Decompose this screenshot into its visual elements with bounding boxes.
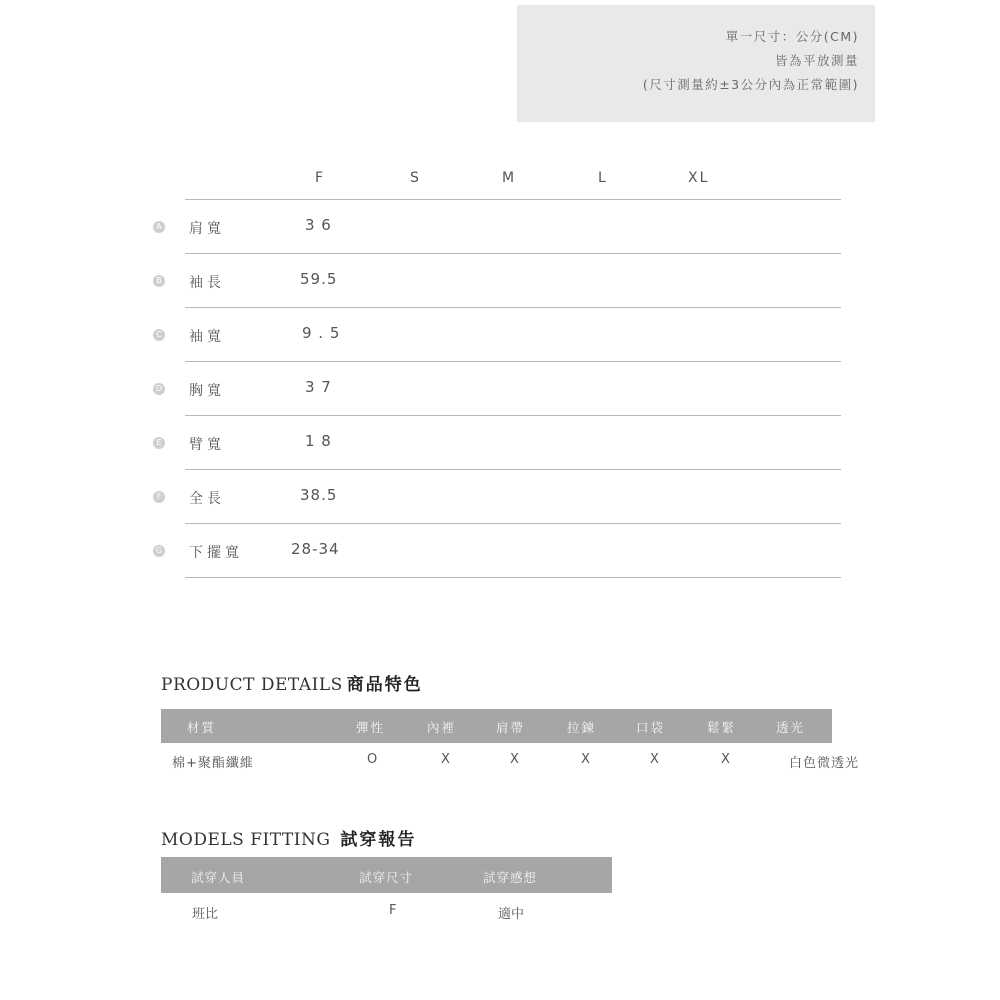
row-value-f: 3 7 <box>305 378 332 396</box>
value-fitting-size: F <box>389 903 397 918</box>
value-strap: X <box>510 752 520 767</box>
product-details-title <box>161 670 423 695</box>
header-zipper: 拉鍊 <box>567 720 597 735</box>
row-label: 下擺寬 <box>189 545 243 561</box>
row-badge: D <box>153 383 165 395</box>
note-tolerance: (尺寸測量約±3公分內為正常範圍) <box>642 77 859 92</box>
value-model: 班比 <box>192 907 219 922</box>
size-column-xl: XL <box>688 170 710 186</box>
size-row-chest <box>155 362 841 416</box>
header-material: 材質 <box>187 720 217 735</box>
row-label: 臂寬 <box>189 437 225 453</box>
value-zipper: X <box>581 752 591 767</box>
row-value-f: 28-34 <box>291 540 340 558</box>
size-column-s: S <box>410 170 421 186</box>
row-value-f: 1 8 <box>305 432 332 450</box>
product-details-title-zh: 商品特色 <box>346 675 423 695</box>
header-elastic: 鬆緊 <box>707 720 737 735</box>
size-row-sleeve-width <box>156 308 841 362</box>
product-details-header-bar <box>161 709 832 743</box>
value-elastic: X <box>721 752 731 767</box>
row-badge: G <box>153 545 165 557</box>
size-row-arm <box>156 416 841 470</box>
size-table-header <box>185 168 841 200</box>
value-fitting-feedback: 適中 <box>498 907 525 922</box>
measurement-note <box>517 5 875 122</box>
row-label: 袖長 <box>189 275 225 291</box>
value-transparency: 白色微透光 <box>789 756 860 771</box>
size-column-l: L <box>598 170 608 186</box>
size-column-f: F <box>315 170 326 186</box>
value-lining: X <box>441 752 451 767</box>
header-elasticity: 彈性 <box>356 720 386 735</box>
row-badge: A <box>153 221 165 233</box>
models-fitting-title-en: MODELS FITTING <box>161 830 331 850</box>
note-unit: 單一尺寸：公分(CM) <box>725 29 859 44</box>
row-label: 袖寬 <box>189 329 225 345</box>
row-badge: F <box>153 491 165 503</box>
size-row-shoulder <box>156 200 841 254</box>
row-value-f: 59.5 <box>300 270 338 288</box>
row-label: 肩寬 <box>189 221 225 237</box>
row-label: 全長 <box>189 491 225 507</box>
models-fitting-title-zh: 試穿報告 <box>340 830 417 850</box>
value-elasticity: O <box>367 752 379 767</box>
header-fitting-size: 試穿尺寸 <box>359 870 414 885</box>
row-badge: E <box>153 437 165 449</box>
product-details-title-en: PRODUCT DETAILS <box>161 675 343 695</box>
note-method: 皆為平放測量 <box>774 53 859 68</box>
size-column-m: M <box>502 170 517 186</box>
header-transparency: 透光 <box>776 720 806 735</box>
models-fitting-header-bar <box>161 857 612 893</box>
value-pocket: X <box>650 752 660 767</box>
size-row-hem <box>155 524 841 578</box>
models-fitting-title <box>161 825 416 850</box>
row-value-f: 9 . 5 <box>302 324 341 342</box>
header-fitting-feedback: 試穿感想 <box>483 870 538 885</box>
value-material: 棉+聚酯纖維 <box>172 756 254 771</box>
header-lining: 內裡 <box>427 720 457 735</box>
header-pocket: 口袋 <box>636 720 666 735</box>
header-model: 試穿人員 <box>191 870 246 885</box>
header-strap: 肩帶 <box>496 720 526 735</box>
row-value-f: 38.5 <box>300 486 338 504</box>
row-badge: B <box>153 275 165 287</box>
row-label: 胸寬 <box>189 383 225 399</box>
size-row-sleeve-length <box>156 254 841 308</box>
size-row-length <box>156 470 841 524</box>
row-value-f: 3 6 <box>305 216 332 234</box>
row-badge: C <box>153 329 165 341</box>
